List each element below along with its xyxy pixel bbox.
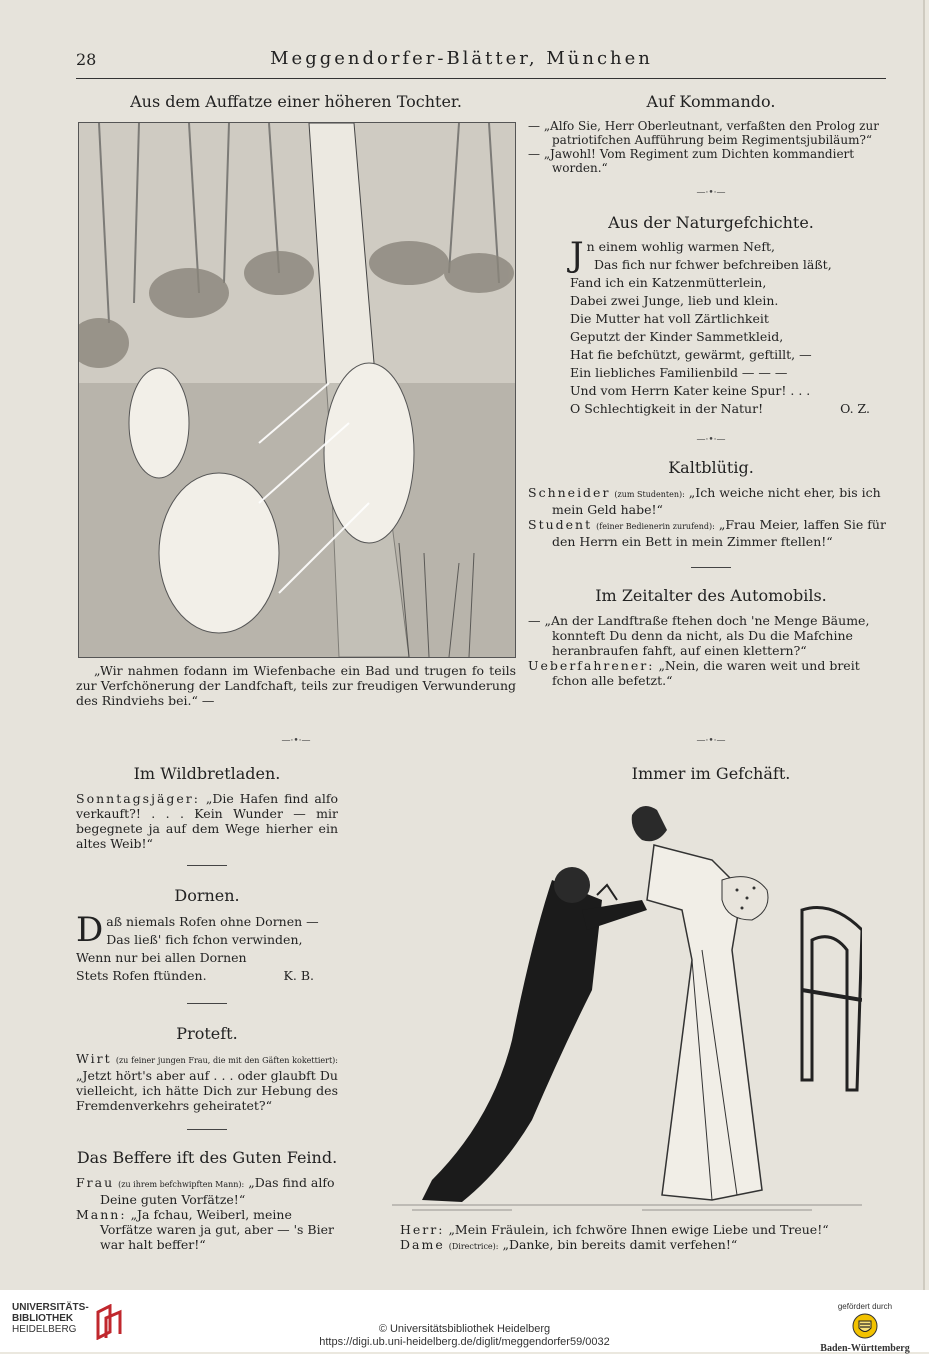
geschaeft-quote-2: „Danke, bin bereits damit verfehen!“ — [502, 1237, 738, 1252]
essay-title: Aus dem Auffatze einer höheren Tochter. — [130, 92, 462, 111]
geschaeft-line-1 — [400, 1222, 900, 1237]
bessere-quote-2: „Ja fchau, Weiberl, meine Vorfätze waren ja gut, aber — 's Bier war halt beffer!“ — [100, 1207, 334, 1252]
divider-line — [187, 865, 227, 866]
viewer-footer — [0, 1290, 929, 1352]
auto-speaker: Ueberfahrener: — [528, 658, 655, 673]
ub-logo-line-3: HEIDELBERG — [12, 1324, 77, 1335]
natur-line-10-row — [570, 400, 894, 418]
masthead: Meggendorfer-Blätter, München — [270, 48, 653, 69]
bathing-scene-image — [79, 123, 515, 657]
kalt-title: Kaltblütig. — [668, 458, 754, 477]
dornen-poem — [76, 910, 338, 985]
separator-left-1 — [76, 735, 516, 747]
divider-line — [691, 567, 731, 568]
natur-line-4: Dabei zwei Junge, lieb und klein. — [570, 293, 779, 308]
kalt-speaker-1: Schneider — [528, 485, 611, 500]
ornament-divider: —·•·— — [696, 435, 726, 445]
bessere-title: Das Beffere ift des Guten Feind. — [76, 1148, 338, 1167]
protest-quote: „Jetzt hört's aber auf . . . oder glaubft Du vielleicht, ich hätte Dich zur Hebung des Fremdenverkehrs geheiratet?“ — [76, 1068, 338, 1113]
protest-text — [76, 1051, 338, 1113]
ornament-divider: —·•·— — [281, 736, 311, 746]
dornen-line-3: Wenn nur bei allen Dornen — [76, 950, 247, 965]
essay-caption: „Wir nahmen fodann im Wiefenbache ein Bad und trugen fo teils zur Verfchönerung der Landfchaft, teils zur freudigen Verwunderung des Rindviehs bei.“ — — [76, 663, 516, 708]
natur-line-5: Die Mutter hat voll Zärtlichkeit — [570, 311, 769, 326]
geschaeft-quote-1: „Mein Fräulein, ich fchwöre Ihnen ewige Liebe und Treue!“ — [448, 1222, 829, 1237]
ub-logo-line-1: UNIVERSITÄTS- — [12, 1302, 89, 1313]
natur-line-2: Das fich nur fchwer befchreiben läßt, — [594, 257, 832, 272]
auto-quote: „Nein, die waren weit und breit fchon alle befetzt.“ — [552, 658, 860, 688]
natur-title: Aus der Naturgefchichte. — [608, 213, 814, 232]
page-header — [0, 44, 923, 74]
left-small-column — [76, 764, 338, 1252]
natur-line-10: O Schlechtigkeit in der Natur! — [570, 401, 764, 416]
dornen-line-2: Das ließ' fich fchon verwinden, — [106, 932, 303, 947]
dornen-signature: K. B. — [283, 968, 314, 983]
natur-line-1: n einem wohlig warmen Neft, — [586, 239, 775, 254]
divider-line — [187, 1129, 227, 1130]
geschaeft-dialogue — [400, 1222, 900, 1254]
wild-text — [76, 791, 338, 851]
permalink-url[interactable]: https://digi.ub.uni-heidelberg.de/diglit/meggendorfer59/0032 — [319, 1336, 610, 1348]
kommando-line-1: — „Alfo Sie, Herr Oberleutnant, verfaßten den Prolog zur patriotifchen Aufführung beim Regimentsjubiläum?“ — [528, 119, 879, 147]
funder-name: Baden-Württemberg — [820, 1343, 910, 1354]
bathing-illustration — [78, 122, 516, 658]
bessere-note-1: (zu ihrem befchwipften Mann): — [118, 1180, 245, 1189]
kalt-line-1 — [528, 485, 894, 517]
natur-dropcap: J — [570, 235, 584, 275]
dornen-dropcap: D — [76, 910, 104, 950]
geschaeft-section — [528, 764, 894, 783]
page-number: 28 — [76, 50, 97, 69]
auto-line-2 — [528, 658, 894, 688]
wild-quote: „Die Hafen find alfo verkauft?! . . . Kein Wunder — mir begegnete ja auf dem Wege hierher ein altes Weib!“ — [76, 791, 338, 851]
kalt-speaker-2: Student — [528, 517, 593, 532]
dornen-line-1: aß niemals Rofen ohne Dornen — — [106, 914, 319, 929]
bw-coat-of-arms-icon — [852, 1313, 878, 1339]
ornament-divider: —·•·— — [696, 736, 726, 746]
wild-title: Im Wildbretladen. — [133, 764, 281, 783]
kommando-title: Auf Kommando. — [646, 92, 776, 111]
header-rule — [76, 78, 886, 79]
bessere-speaker-1: Frau — [76, 1175, 115, 1190]
geschaeft-note-2: (Directrice): — [448, 1242, 499, 1251]
auto-title: Im Zeitalter des Automobils. — [595, 586, 827, 605]
essay-caption-block — [76, 663, 516, 708]
divider-line — [187, 1003, 227, 1004]
separator-right-1 — [528, 735, 894, 747]
protest-note: (zu feiner jungen Frau, die mit den Gäften kokettiert): — [115, 1056, 338, 1065]
copyright-text: © Universitätsbibliothek Heidelberg — [378, 1323, 551, 1335]
proposal-scene-image — [392, 790, 862, 1218]
dornen-title: Dornen. — [174, 886, 240, 905]
auto-line-1: — „An der Landftraße ftehen doch 'ne Menge Bäume, konnteft Du denn da nicht, als Du die Mafchine heranbraufen fahft, auf einen klettern?“ — [528, 613, 870, 658]
kalt-line-2 — [528, 517, 894, 549]
protest-speaker: Wirt — [76, 1051, 112, 1066]
protest-title: Proteft. — [176, 1024, 238, 1043]
ub-logo-line-2: BIBLIOTHEK — [12, 1313, 74, 1324]
kommando-line-2: — „Jawohl! Vom Regiment zum Dichten kommandiert worden.“ — [528, 147, 855, 175]
natur-line-7: Hat fie befchützt, gewärmt, geftillt, — — [570, 347, 812, 362]
geschaeft-title: Immer im Gefchäft. — [631, 764, 791, 783]
geschaeft-speaker-2: Dame — [400, 1237, 445, 1252]
kalt-quote-1: „Ich weiche nicht eher, bis ich mein Geld habe!“ — [552, 485, 881, 517]
proposal-illustration — [392, 790, 862, 1218]
natur-line-8: Ein liebliches Familienbild — — — — [570, 365, 788, 380]
natur-line-6: Geputzt der Kinder Sammetkleid, — [570, 329, 784, 344]
kalt-note-1: (zum Studenten): — [614, 490, 685, 499]
geschaeft-speaker-1: Herr: — [400, 1222, 445, 1237]
bessere-line-2 — [76, 1207, 338, 1252]
right-column — [528, 92, 894, 688]
funder-block — [815, 1302, 915, 1354]
kalt-quote-2: „Frau Meier, laffen Sie für den Herrn ein Bett in mein Zimmer ftellen!“ — [552, 517, 886, 549]
natur-poem — [528, 235, 894, 418]
natur-line-9: Und vom Herrn Kater keine Spur! . . . — [570, 383, 811, 398]
funded-by-label: gefördert durch — [837, 1302, 893, 1311]
kalt-note-2: (feiner Bedienerin zurufend): — [596, 522, 715, 531]
essay-section — [76, 92, 516, 111]
dornen-line-4-row — [76, 967, 338, 985]
bessere-quote-1: „Das find alfo Deine guten Vorfätze!“ — [100, 1175, 335, 1207]
dornen-line-4: Stets Rofen ftünden. — [76, 968, 207, 983]
wild-speaker: Sonntagsjäger: — [76, 791, 200, 806]
geschaeft-line-2 — [400, 1237, 900, 1254]
ornament-divider: —·•·— — [696, 188, 726, 198]
bessere-line-1 — [76, 1175, 338, 1207]
natur-signature: O. Z. — [840, 401, 870, 416]
copyright-block — [0, 1323, 929, 1349]
bessere-speaker-2: Mann: — [76, 1207, 127, 1222]
natur-line-3: Fand ich ein Katzenmütterlein, — [570, 275, 767, 290]
